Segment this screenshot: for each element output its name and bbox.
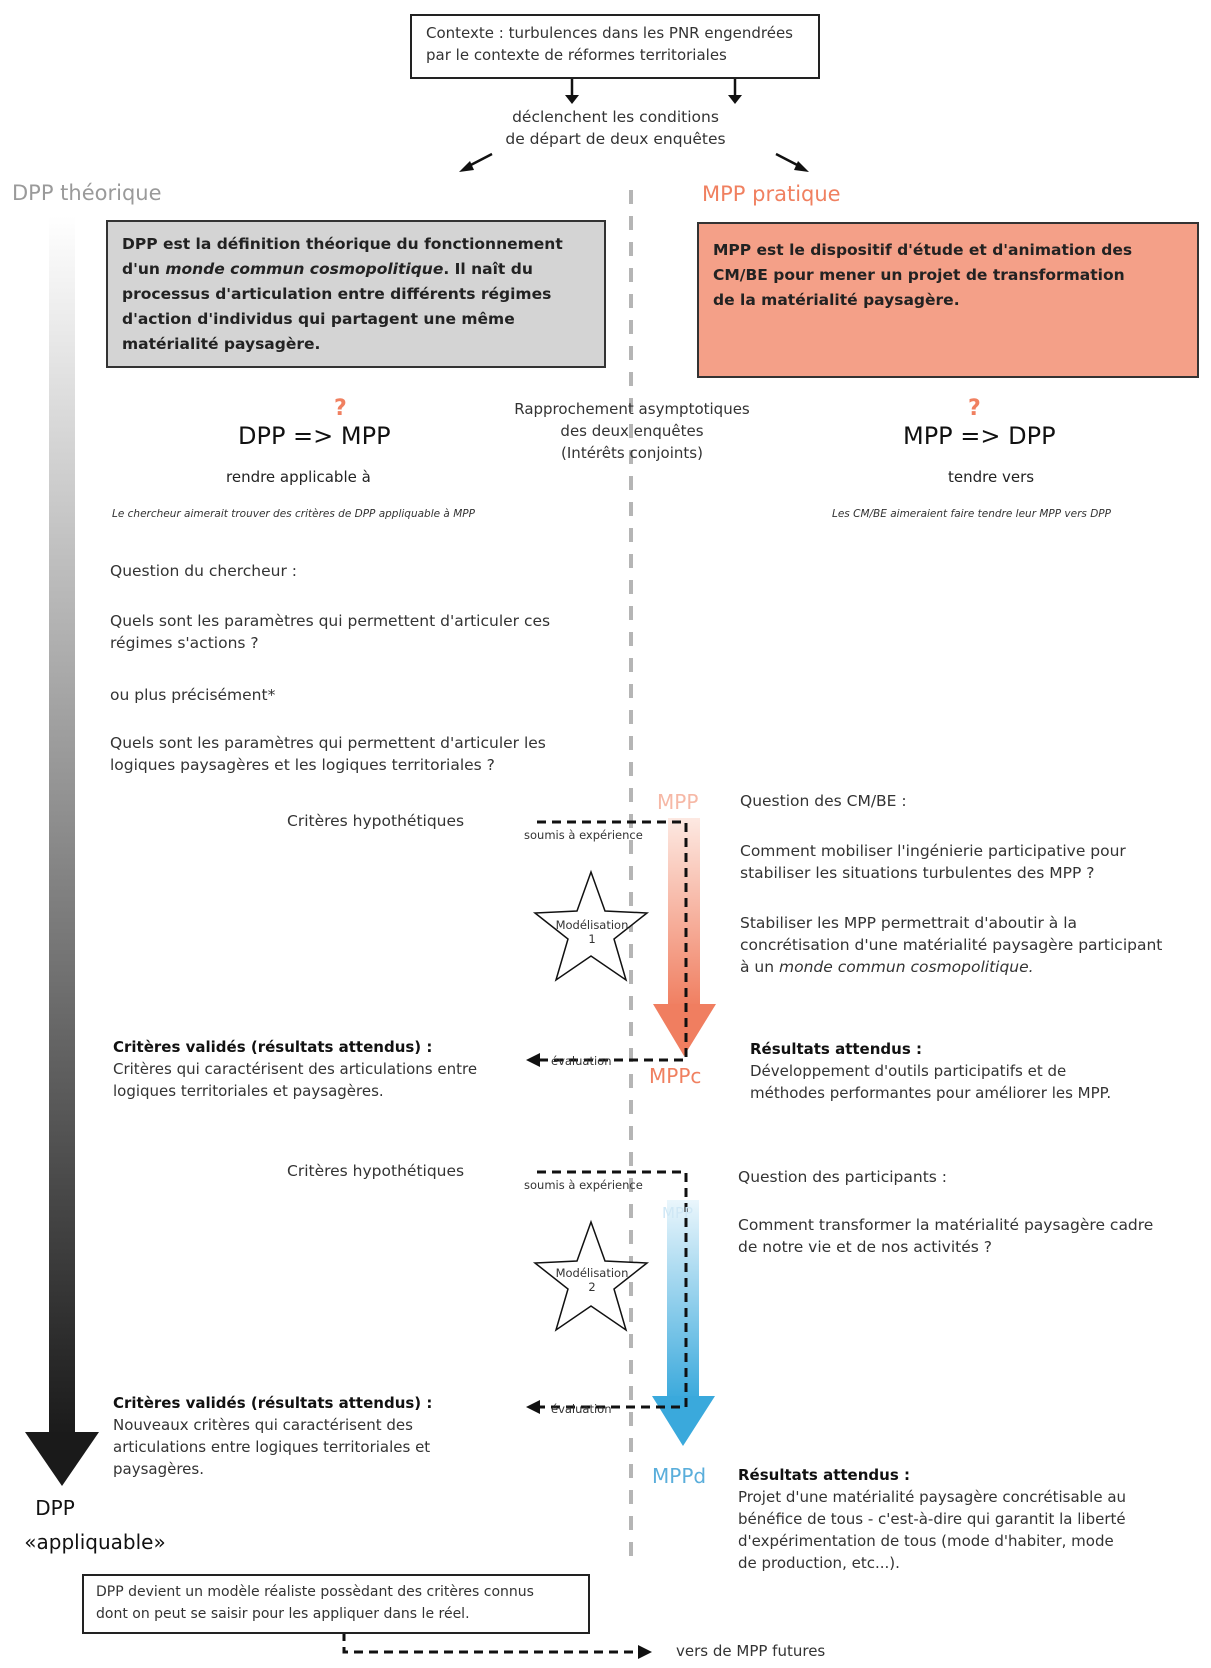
phase1-bottom-label: MPPc: [649, 1064, 702, 1088]
dpp-line-2b: monde commun cosmopolitique: [165, 260, 444, 278]
center-line-2: des deux enquêtes: [560, 422, 704, 440]
phase2-question-head: Question des participants :: [738, 1168, 948, 1186]
phase2-validated-3: paysagères.: [113, 1460, 204, 1478]
dpp-line-2: [122, 257, 590, 282]
phase1-q2c: [740, 956, 1162, 978]
dpp-line-4: d'action d'individus qui partagent une même: [122, 310, 515, 328]
mpp-line-1: MPP est le dispositif d'étude et d'animation des: [713, 241, 1133, 259]
researcher-heading: Question du chercheur :: [110, 562, 297, 580]
phase2-results-3: d'expérimentation de tous (mode d'habiter, mode: [738, 1532, 1114, 1550]
phase2-question-1: [738, 1214, 1153, 1258]
phase1-results-1: Développement d'outils participatifs et de: [750, 1062, 1067, 1080]
left-note: Le chercheur aimerait trouver des critères de DPP appliquable à MPP: [112, 508, 475, 520]
researcher-q1: [110, 610, 550, 654]
mpp-blue-arrow: [652, 1200, 715, 1446]
dpp-line-2a: d'un: [122, 260, 166, 278]
final-box: [82, 1574, 590, 1634]
dpp-end-label-2: «appliquable»: [24, 1530, 166, 1554]
phase1-validated-1: Critères qui caractérisent des articulations entre: [113, 1060, 478, 1078]
researcher-q2: [110, 732, 546, 776]
center-line-3: (Intérêts conjoints): [561, 444, 703, 462]
phase2-bottom-label: MPPd: [652, 1464, 707, 1488]
phase2-validated-1: Nouveaux critères qui caractérisent des: [113, 1416, 413, 1434]
researcher-q2-line-1: Quels sont les paramètres qui permettent d'articuler les: [110, 734, 546, 752]
researcher-q2-line-2: logiques paysagères et les logiques territoriales ?: [110, 756, 495, 774]
right-note: Les CM/BE aimeraient faire tendre leur MPP vers DPP: [832, 508, 1111, 520]
mpp-definition-box: [697, 222, 1199, 378]
dpp-line-1: DPP est la définition théorique du fonctionnement: [122, 235, 563, 253]
phase1-q2c-b: monde commun cosmopolitique.: [779, 958, 1034, 976]
phase1-submit: soumis à expérience: [524, 828, 643, 842]
future-label: vers de MPP futures: [676, 1642, 826, 1660]
phase1-validated-head: Critères validés (résultats attendus) :: [113, 1038, 433, 1056]
phase2-results: [738, 1464, 1126, 1574]
phase1-q1b: stabiliser les situations turbulentes des MPP ?: [740, 864, 1095, 882]
phase2-results-1: Projet d'une matérialité paysagère concrétisable au: [738, 1488, 1127, 1506]
context-line-1: Contexte : turbulences dans les PNR engendrées: [426, 24, 793, 42]
phase1-question-2: [740, 912, 1162, 978]
final-line-1: DPP devient un modèle réaliste possèdant des critères connus: [96, 1584, 534, 1600]
center-line-1: Rapprochement asymptotiques: [514, 400, 750, 418]
phase2-submit: soumis à expérience: [524, 1178, 643, 1192]
phase2-validated: [113, 1392, 432, 1480]
future-arrow: [344, 1632, 640, 1652]
phase2-model: [552, 1266, 632, 1294]
trigger-line-1: déclenchent les conditions: [512, 108, 719, 126]
phase1-results-head: Résultats attendus :: [750, 1040, 922, 1058]
phase1-results: [750, 1038, 1111, 1104]
phase1-top-label: MPP: [657, 790, 699, 814]
left-question-mark: ?: [334, 396, 347, 421]
context-line-2: par le contexte de réformes territoriales: [426, 46, 727, 64]
left-formula: DPP => MPP: [238, 422, 391, 450]
dpp-definition-box: [106, 220, 606, 368]
context-box: [410, 14, 820, 79]
phase2-q1a: Comment transformer la matérialité paysagère cadre: [738, 1216, 1154, 1234]
right-title: MPP pratique: [702, 182, 841, 206]
dpp-end-label-1: DPP: [35, 1496, 75, 1520]
phase2-hypothetical: Critères hypothétiques: [287, 1162, 465, 1180]
phase1-validated-2: logiques territoriales et paysagères.: [113, 1082, 384, 1100]
phase2-top-label: MPP: [662, 1204, 694, 1222]
left-title: DPP théorique: [12, 181, 162, 205]
dpp-line-2c: . Il naît du: [443, 260, 533, 278]
phase2-validated-head: Critères validés (résultats attendus) :: [113, 1394, 433, 1412]
phase1-q2c-a: à un: [740, 958, 779, 976]
trigger-line-2: de départ de deux enquêtes: [505, 130, 726, 148]
left-formula-sub: rendre applicable à: [226, 468, 371, 486]
phase1-model-l2: 1: [588, 932, 596, 946]
phase2-eval: évaluation: [551, 1402, 612, 1416]
phase1-question-head: Question des CM/BE :: [740, 792, 907, 810]
phase1-q2a: Stabiliser les MPP permettrait d'aboutir à la: [740, 914, 1078, 932]
phase1-question-1: [740, 840, 1126, 884]
phase2-results-head: Résultats attendus :: [738, 1466, 910, 1484]
final-line-2: dont on peut se saisir pour les appliquer dans le réel.: [96, 1606, 470, 1622]
phase1-eval: évaluation: [551, 1054, 612, 1068]
right-formula: MPP => DPP: [903, 422, 1056, 450]
phase2-q1b: de notre vie et de nos activités ?: [738, 1238, 993, 1256]
phase1-validated: [113, 1036, 477, 1102]
mpp-line-2: CM/BE pour mener un projet de transformation: [713, 266, 1125, 284]
researcher-q1-line-2: régimes s'actions ?: [110, 634, 259, 652]
researcher-q1-line-1: Quels sont les paramètres qui permettent d'articuler ces: [110, 612, 551, 630]
phase1-model: [552, 918, 632, 946]
phase1-model-l1: Modélisation: [555, 918, 629, 932]
trigger-text: [0, 106, 1211, 150]
phase1-q1a: Comment mobiliser l'ingénierie participative pour: [740, 842, 1126, 860]
mpp-line-3: de la matérialité paysagère.: [713, 291, 960, 309]
center-text: [500, 398, 764, 464]
right-question-mark: ?: [968, 396, 981, 421]
phase2-model-l1: Modélisation: [555, 1266, 629, 1280]
researcher-or: ou plus précisément*: [110, 686, 276, 704]
phase1-q2b: concrétisation d'une matérialité paysagère participant: [740, 936, 1163, 954]
phase1-hypothetical: Critères hypothétiques: [287, 812, 465, 830]
right-formula-sub: tendre vers: [948, 468, 1035, 486]
dpp-line-5: matérialité paysagère.: [122, 335, 321, 353]
phase2-results-4: de production, etc...).: [738, 1554, 900, 1572]
phase2-model-l2: 2: [588, 1280, 596, 1294]
dpp-gradient-arrow: [25, 216, 99, 1486]
phase2-results-2: bénéfice de tous - c'est-à-dire qui garantit la liberté: [738, 1510, 1126, 1528]
dpp-line-3: processus d'articulation entre différents régimes: [122, 285, 552, 303]
phase2-validated-2: articulations entre logiques territoriales et: [113, 1438, 431, 1456]
phase1-results-2: méthodes performantes pour améliorer les MPP.: [750, 1084, 1112, 1102]
